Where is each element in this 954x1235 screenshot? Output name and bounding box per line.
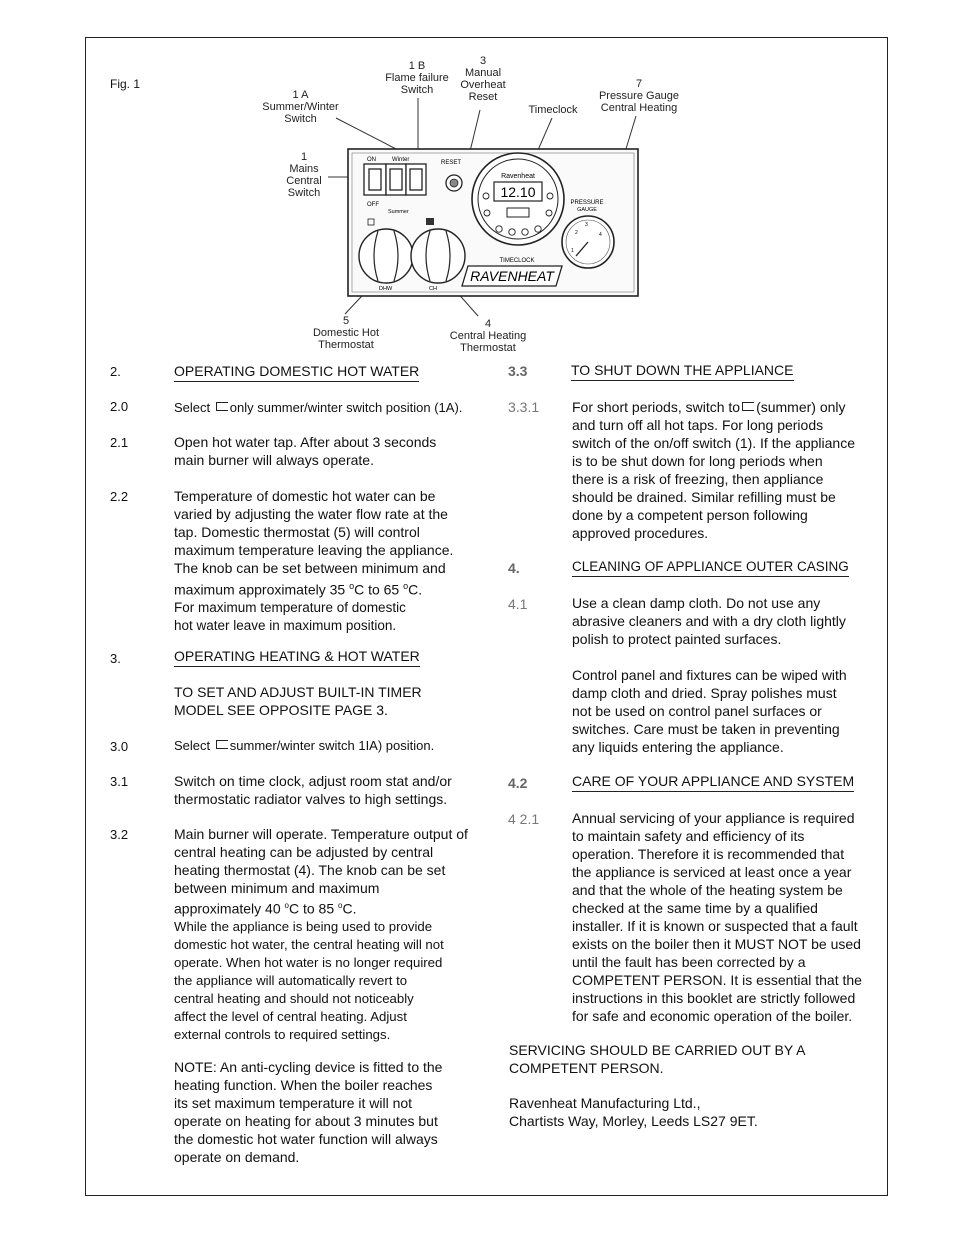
label-dhw: DHW (379, 286, 393, 292)
label-pressure: PRESSURE (570, 200, 604, 206)
section-2-2-number: 2.2 (110, 489, 129, 504)
section-2-heading: OPERATING DOMESTIC HOT WATER (174, 363, 419, 382)
section-3-2-text: Main burner will operate. Temperature output of central heating can be adjusted by central heating thermostat (4). The knob can be set between minimum and maximum approximately 40 $^o$C to 85 $^o$C. While the appliance is being used to provide domestic hot water, the central heating will not operate. When hot water is no longer required the appliance will automatically revert to central heating and should not noticeably affect the level of central heating. Adjust external controls to required settings. (174, 826, 468, 1042)
callout-3: 3 Manual Overheat Reset (460, 55, 506, 103)
anti-cycling-note: NOTE: An anti-cycling device is fitted to the heating function. When the boiler reaches its set maximum temperature it will not operate on heating for about 3 minutes but the domestic hot water function will always operate on demand. (174, 1059, 443, 1165)
section-4-1-text-2: Control panel and fixtures can be wiped with damp cloth and dried. Spray polishes must not be used on control panel surfaces or switches. Care must be taken in preventing any liquids entering the appliance. (572, 667, 847, 755)
section-4-1-number: 4.1 (508, 596, 528, 612)
callout-timeclock: Timeclock (528, 104, 578, 116)
callout-1a: 1 A Summer/Winter Switch (262, 89, 339, 125)
summer-switch-icon (216, 402, 228, 411)
section-3-heading: OPERATING HEATING & HOT WATER (174, 648, 420, 667)
section-3-3-1-text: For short periods, switch to (summer) only and turn off all hot taps. For long periods switch of the on/off switch (1). If the appliance is to be shut down for long periods when there is a risk of freezing, then appliance should be drained. Similar refilling must be done by a competent person following approved procedures. (572, 399, 856, 541)
fig-label: Fig. 1 (110, 77, 141, 91)
label-off: OFF (367, 202, 379, 208)
section-2-2-text: Temperature of domestic hot water can be varied by adjusting the water flow rate at the tap. Domestic thermostat (5) will control maximum temperature leaving the appliance. The knob can be set between minimum and maximum approximately 35 $^o$C to 65 $^o$C. For maximum temperature of domestic hot water leave in maximum position. (174, 488, 454, 633)
svg-text:RAVENHEAT: RAVENHEAT (470, 268, 554, 284)
section-4-2-1-text: Annual servicing of your appliance is required to maintain safety and efficiency of its operation. Therefore it is recommended that the appliance is serviced at least once a year and that the whole of the heating system be checked at the same time by a qualified installer. If it is known or suspected that a fault exists on the boiler then it MUST NOT be used until the fault has been corrected by a COMPETENT PERSON. It is essential that the instructions in this booklet are strictly followed for safe and economic operation of the boiler. (572, 810, 862, 1024)
section-3-3-heading: TO SHUT DOWN THE APPLIANCE (571, 362, 794, 381)
callout-1b: 1 B Flame failure Switch (385, 60, 449, 96)
section-2-number: 2. (110, 364, 121, 379)
domestic-hot-thermostat-knob[interactable] (359, 229, 413, 283)
svg-text:4: 4 (599, 232, 602, 238)
summer-switch-icon (742, 402, 754, 411)
label-winter: Winter (392, 157, 410, 163)
section-3-1-number: 3.1 (110, 774, 129, 789)
label-ch: CH (429, 286, 437, 292)
label-reset: RESET (441, 160, 462, 166)
label-on: ON (367, 157, 376, 163)
section-2-1-number: 2.1 (110, 435, 129, 450)
callout-7: 7 Pressure Gauge Central Heating (598, 78, 680, 114)
section-3-3-number: 3.3 (508, 363, 528, 379)
section-4-2-1-number: 4 2.1 (508, 811, 540, 827)
section-4-2-number: 4.2 (508, 775, 528, 791)
section-2-0-text: Select only summer/winter switch position (1A). (174, 400, 463, 415)
timeclock-display-value: 12.10 (500, 184, 536, 200)
manufacturer-address: Ravenheat Manufacturing Ltd., Chartists Way, Morley, Leeds LS27 9ET. (509, 1095, 758, 1129)
label-gauge: GAUGE (577, 207, 597, 213)
summer-switch-icon (216, 740, 228, 749)
section-4-number: 4. (508, 560, 520, 576)
callout-5: 5 Domestic Hot Thermostat (312, 315, 380, 351)
callout-1: 1 Mains Central Switch (286, 151, 322, 199)
section-3-3-1-number: 3.3.1 (508, 399, 540, 415)
label-timeclock: TIMECLOCK (499, 258, 535, 264)
servicing-notice: SERVICING SHOULD BE CARRIED OUT BY A COMPETENT PERSON. (509, 1042, 806, 1076)
callout-4: 4 Central Heating Thermostat (449, 318, 527, 354)
section-4-1-text: Use a clean damp cloth. Do not use any abrasive cleaners and with a dry cloth lightly polish to protect painted surfaces. (572, 595, 846, 647)
section-3-2-number: 3.2 (110, 827, 129, 842)
section-3-subheading: TO SET AND ADJUST BUILT-IN TIMER MODEL SEE OPPOSITE PAGE 3. (174, 684, 422, 718)
svg-text:3: 3 (585, 222, 588, 228)
section-3-0-number: 3.0 (110, 739, 129, 754)
section-3-0-text: Select summer/winter switch 1IA) position. (174, 738, 435, 753)
label-summer: Summer (388, 209, 409, 215)
section-2-1-text: Open hot water tap. After about 3 seconds main burner will always operate. (174, 434, 437, 468)
svg-text:2: 2 (575, 230, 578, 236)
section-3-number: 3. (110, 651, 121, 666)
section-4-heading: CLEANING OF APPLIANCE OUTER CASING (572, 559, 849, 577)
section-2-0-number: 2.0 (110, 399, 129, 414)
section-4-2-heading: CARE OF YOUR APPLIANCE AND SYSTEM (572, 773, 854, 792)
control-panel-diagram (0, 0, 954, 370)
svg-text:1: 1 (571, 248, 574, 254)
central-heating-thermostat-knob[interactable] (411, 229, 465, 283)
section-3-1-text: Switch on time clock, adjust room stat and/or thermostatic radiator valves to high settings. (174, 773, 452, 807)
timeclock-brand: Ravenheat (501, 173, 535, 180)
